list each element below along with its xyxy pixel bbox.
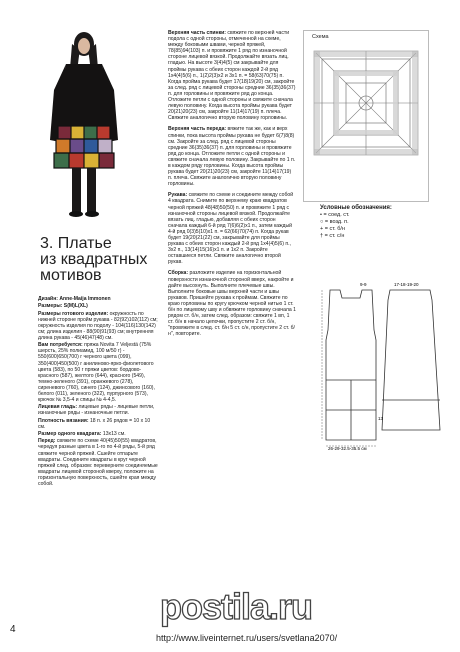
sleeve-dim-label: 17-18-19-20 (394, 282, 419, 287)
watermark-text: postila.ru (160, 586, 313, 627)
front-paragraph: Перед: свяжите по схеме 40(45)50(55) квадратов, чередуя разные цвета в 1-го по 4-й ряды, 5-й ряд свяжите черной пряжей. Сшейте отпарьте квадраты. Соедините квадраты в круг черной пряжей след. образом: переверните соединяемые квадраты лицевой стороной кверху, положите на горизонтальную поверхность, сшейте края между собой. (38, 438, 158, 488)
double-crochet-icon: † (320, 233, 324, 239)
left-text-column (38, 296, 158, 616)
title-line: 3. Платье (40, 235, 112, 252)
slip-stitch-icon: • (320, 212, 322, 218)
model-photo (42, 30, 126, 218)
front-top-paragraph: Верхняя часть переда: вяжите так же, как и верх спинки, пока высота проймы рукава не будет 6(7)8(8) см. Закройте за след. ряд с лицевой стороны средние 36(35)36(37) п. для горловины и провяжите ряд до конца. Отложите петли с одной стороны и свяжите сначала левую половину. Закрывайте по 1 п. в каждом ряду горловины. Когда высота проймы рукава будет 20(21)20(23) см, закройте 11(14)17(19) п. плеча. Свяжите аналогично вторую половину горловины. (168, 126, 296, 188)
granny-square-chart (304, 31, 428, 201)
chart-label: Схема (312, 34, 329, 40)
middle-text-column (168, 30, 296, 618)
square-size-paragraph: Размер одного квадрата: 13x13 см. (38, 431, 126, 438)
legend-item: + = ст. б/н (320, 226, 345, 232)
sleeves-paragraph: Рукава: свяжите по схеме и соедините между собой 4 квадрата. Снимите по верхнему краю квадратов черной пряжей 48(48)50(50) п. и провяжите 1 ряд с изнаночной стороны лицевой вязкой. Продолжайте вязать лиц. гладью, добавляя с обеих сторон сначала каждый 6-й ряд 7(6)6(2)x1 п., затем каждый 4-й ряд 0(3)5(10)x1 п. = 62(66)70(74) п. Когда рукав будет 19(20)21(22) см, закрывайте для проймы рукава с обеих сторон каждый 2-й ряд 1x4(4)5(6) п., 3x2 п., 13(14)15(16)x1 п. и 1x2 п. Закройте оставшиеся петли. Свяжите аналогично второй рукав. (168, 192, 294, 266)
legend-item: • = соед. ст. (320, 212, 350, 218)
shoulder-dim-label: 9-9 (360, 282, 367, 287)
dress-photo-illustration (42, 30, 126, 218)
stitch-paragraph: Лицевая гладь: лицевые ряды - лицевые петли, изнаночные ряды - изнаночные петли. (38, 404, 155, 417)
bottom-dim-label: 26-29-32,5-35,5 см (328, 446, 367, 450)
page-number: 4 (10, 624, 16, 635)
title-line: мотивов (40, 267, 102, 284)
pattern-title (40, 236, 152, 284)
legend (320, 205, 392, 240)
single-crochet-icon: + (320, 226, 324, 232)
crochet-chart (303, 30, 429, 202)
title-line: из квадратных (40, 251, 148, 268)
designer-line: Дизайн: Anne-Maija Immonen (38, 296, 111, 302)
finished-sizes-paragraph: Размеры готового изделия: окружность по нижней стороне пройм рукава - 82(92)102(112) см; окружность изделия по подолу - 104(116)130(142) см; длина изделия - 88(90)91(93) см; внутренняя длина рукава - 45(46)47(48) см. (38, 310, 158, 341)
materials-paragraph: Вам потребуется: пряжа Novita 7 Veljestä (75% шерсть, 25% полиамид, 100 м/50 г) - 550(600)650(700) г черного цвета (099), 350(400)450(500) г анилиново-ярко-фиолетового цвета (583), по 50 г пряжи цветов: бордово-красного (587), желтого (644), красного (549), темно-зеленого (391), оранжевого (278), сиреневого (760), синего (124), джинсового (160), белого (011), зеленого (322), пурпурного (573), крючок № 3,5-4 и спицы № 4-4,5. (38, 342, 155, 404)
garment-pattern (320, 270, 448, 450)
back-top-paragraph: Верхняя часть спинки: свяжите по верхней части подола с одной стороны, отмеченной на схеме, между боковыми швами, черной пряжей, 78(85)94(103) п. и провяжите 1 ряд по изнаночной стороне лицевой вязкой. Продолжайте вязать лиц. гладью. На высоте 3(4)4(5) см закрывайте для проймы рукава с обеих сторон каждой 2-й ряд 1x4(4)5(6) п., 1(2)2(3)x2 и 3x1 п. = 58(63)70(75) п. Когда пройма рукава будет 17(18)19(20) см, закройте за след. ряд с лицевой стороны средние 36(35)36(37) п. для горловины и провяжите ряд до конца. Отложите петли с одной стороны и свяжите сначала левую половину. Когда высота проймы рукава будет 20(21)20(23) см, закройте 11(14)17(19) п. плеча. Свяжите аналогично вторую половину горловины. (168, 30, 296, 122)
gauge-paragraph: Плотность вязания: 18 п. x 26 рядов = 10 x 10 см. (38, 417, 151, 430)
assembly-paragraph: Сборка: разложите изделие на горизонтальной поверхности изнаночной стороной вверх, накройте и дайте высохнуть. Выполните плечевые швы. Выполните боковые швы верхней части и швы рукавов. Пришейте рукава к проймам. Свяжите по краю горловины по кругу крючком черной нитью 1 ст. б/н по лицевому шву и обвяжите горловину сначала 1 рядом ст. б/н, затем след. образом: свяжите 1 вп, 1 ст. б/н в начало цепочки, пропустите 2 ст. б/н, "провяжите в след. ст. б/н 5 ст. с/н, пропустите 2 ст. б/н", повторите. (168, 270, 296, 338)
legend-item: ○ = возд. п. (320, 219, 349, 225)
hem-dim-label: 13 (378, 416, 384, 421)
sizes-line: Размеры: S(M)L(XL) (38, 303, 88, 310)
legend-title: Условные обозначения: (320, 205, 392, 211)
chain-icon: ○ (320, 219, 324, 225)
source-url[interactable]: http://www.liveinternet.ru/users/svetlana2070/ (156, 633, 338, 643)
legend-item: † = ст. с/н (320, 233, 345, 239)
pattern-diagram (320, 270, 448, 450)
